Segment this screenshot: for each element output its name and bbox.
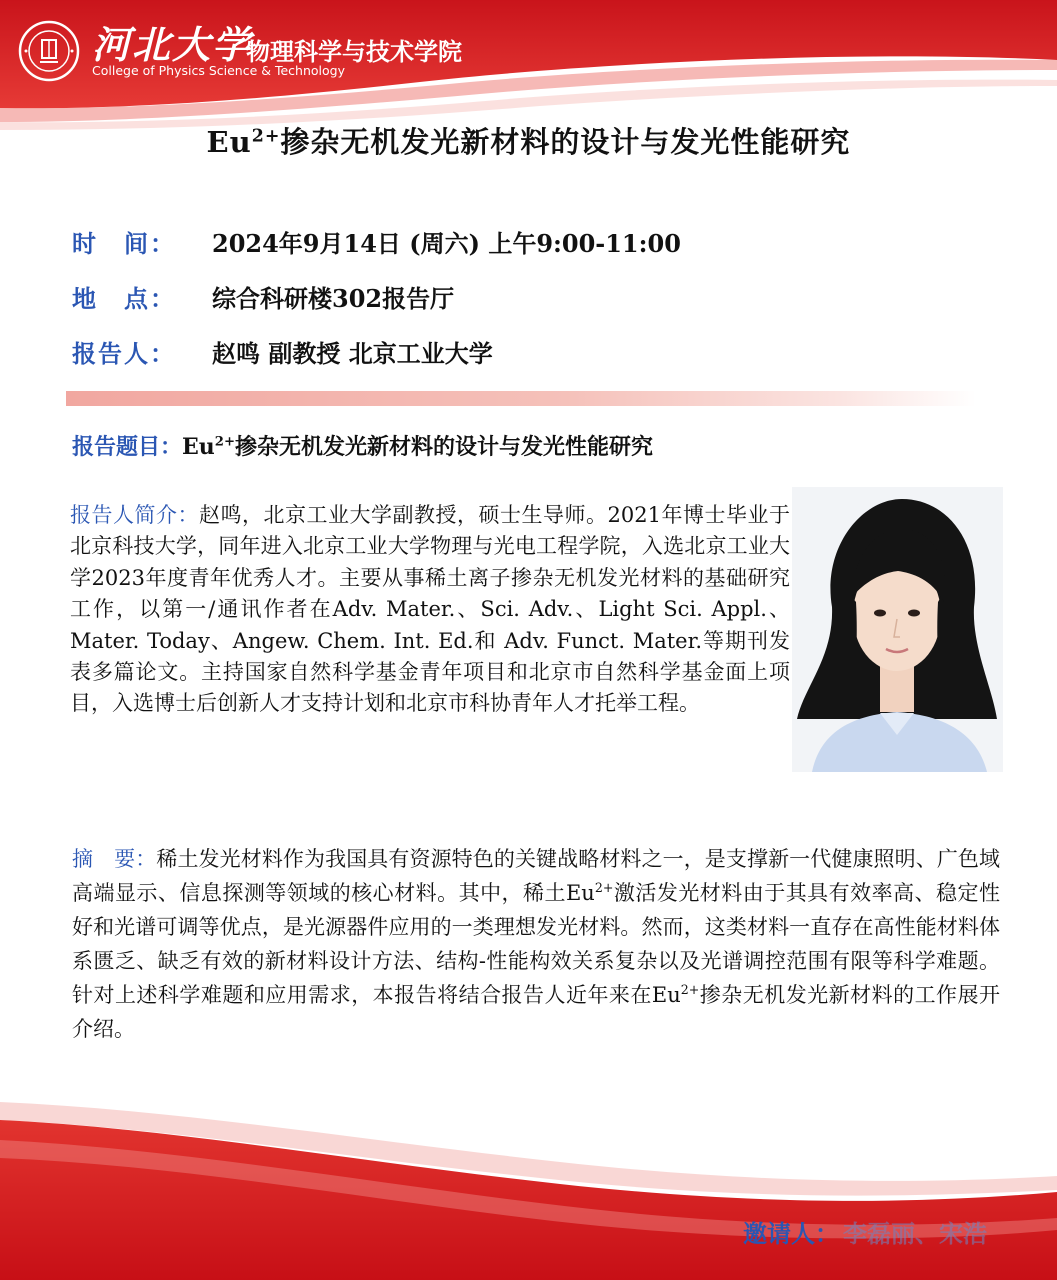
abstract-sup1: 2+ <box>594 880 614 895</box>
speaker-affiliation: 北京工业大学 <box>340 339 493 368</box>
speaker-bio <box>70 500 790 720</box>
abstract <box>72 842 1000 1046</box>
title-superscript: 2+ <box>251 126 281 147</box>
topic-label: 报告题目： <box>72 434 183 460</box>
bio-text: 赵鸣，北京工业大学副教授，硕士生导师。2021年博士毕业于北京科技大学，同年进入北京工业大学物理与光电工程学院，入选北京工业大学2023年度青年优秀人才。主要从事稀土离子掺杂无机发光材料的基础研究工作，以第一/通讯作者在Adv. Mater.、Sci. Adv.、Light Sci. Appl.、Mater. Today、Angew. Chem. Int. Ed.和 Adv. Funct. Mater.等期刊发表多篇论文。主持国家自然科学基金青年项目和北京市自然科学基金面上项目，入选博士后创新人才支持计划和北京市科协青年人才托举工程。 <box>70 503 790 716</box>
abstract-part3: 掺杂无机发光新材料的工作展开介绍。 <box>72 983 1001 1041</box>
inviter <box>743 1214 987 1249</box>
college-name-en: College of Physics Science & Technology <box>92 63 346 78</box>
place-value: 综合科研楼302报告厅 <box>212 284 455 313</box>
inviter-names: 李磊丽、宋浩 <box>843 1219 987 1248</box>
time-row <box>72 224 681 259</box>
abstract-part1: 稀土发光材料作为我国具有资源特色的关键战略材料之一，是支撑新一代健康照明、广色域高端显示、信息探测等领域的核心材料。其中，稀土Eu <box>72 847 1000 905</box>
footer-wave-band <box>0 1080 1057 1280</box>
speaker-label: 报告人： <box>72 339 176 368</box>
university-seal-icon <box>18 20 80 82</box>
abstract-sup2: 2+ <box>680 982 700 997</box>
bio-label: 报告人简介： <box>70 503 200 527</box>
inviter-label: 邀请人： <box>743 1219 839 1248</box>
place-label: 地 点： <box>72 284 176 313</box>
title-prefix: Eu <box>206 125 252 159</box>
speaker-name: 赵鸣 副教授 <box>212 339 341 368</box>
topic-suffix: 掺杂无机发光新材料的设计与发光性能研究 <box>235 434 654 460</box>
title-suffix: 掺杂无机发光新材料的设计与发光性能研究 <box>280 125 851 159</box>
main-title <box>0 120 1057 161</box>
place-row <box>72 279 454 314</box>
abstract-part2: 激活发光材料由于其具有效率高、稳定性好和光谱可调等优点，是光源器件应用的一类理想发光材料。然而，这类材料一直存在高性能材料体系匮乏、缺乏有效的新材料设计方法、结构-性能构效关系复杂以及光谱调控范围有限等科学难题。针对上述科学难题和应用需求，本报告将结合报告人近年来在Eu <box>72 881 1000 1007</box>
topic-prefix: Eu <box>182 434 215 460</box>
time-value: 2024年9月14日 (周六) 上午9:00-11:00 <box>212 229 681 258</box>
speaker-photo <box>792 487 1003 772</box>
report-topic <box>72 430 653 461</box>
time-label: 时 间： <box>72 229 176 258</box>
abstract-label: 摘 要： <box>72 847 157 871</box>
university-name-logo: 河北大学 <box>92 22 253 67</box>
college-name-cn: 物理科学与技术学院 <box>246 37 462 66</box>
section-divider <box>66 391 976 406</box>
speaker-row <box>72 334 493 369</box>
topic-superscript: 2+ <box>214 434 236 450</box>
